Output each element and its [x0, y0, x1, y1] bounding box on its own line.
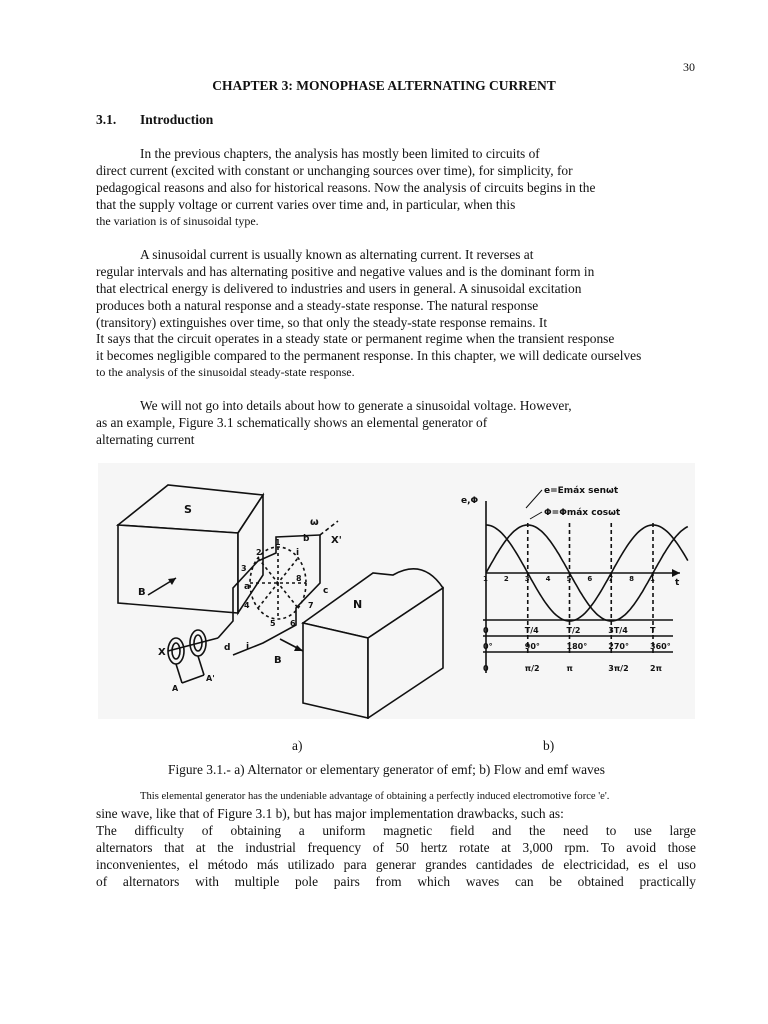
- n-pole-label: N: [353, 598, 363, 611]
- paragraph-2-line-5: (transitory) extinguishes over time, so that only the steady-state response remains. It: [96, 315, 548, 330]
- terminal-a-label: A: [172, 684, 179, 693]
- chapter-title: CHAPTER 3: MONOPHASE ALTERNATING CURRENT: [212, 78, 556, 93]
- coil-label-d: d: [224, 643, 231, 653]
- paragraph-4-line-1: sine wave, like that of Figure 3.1 b), but has major implementation drawbacks, such as:: [96, 806, 564, 821]
- paragraph-2-line-6: It says that the circuit operates in a steady state or permanent regime when the transient response: [96, 331, 615, 346]
- section-number: 3.1.: [96, 112, 117, 127]
- coil-label-a: a: [244, 582, 251, 592]
- paragraph-1-line-5: the variation is of sinusoidal type.: [96, 214, 259, 228]
- t-axis-label: t: [675, 578, 680, 588]
- paragraph-2-line-7: it becomes negligible compared to the permanent response. In this chapter, we will dedicate ourselves: [96, 348, 642, 363]
- wave-point-label-4: 5: [566, 575, 572, 583]
- time-tick-label-4: T: [650, 626, 656, 635]
- paragraph-3-line-1: We will not go into details about how to generate a sinusoidal voltage. However,: [140, 398, 572, 413]
- slip-rings: [168, 630, 206, 683]
- b-label-left: B: [138, 587, 146, 598]
- time-tick-label-3: 3T/4: [608, 626, 628, 635]
- time-tick-label-2: T/2: [566, 626, 581, 635]
- point-label-8: 8: [296, 574, 302, 583]
- coil-label-b: b: [303, 534, 310, 544]
- point-label-2: 2: [256, 548, 262, 557]
- degree-tick-labels: [483, 642, 671, 651]
- figure-label-a: a): [292, 738, 303, 753]
- radian-tick-labels: [483, 664, 662, 673]
- wave-point-label-1: 2: [503, 575, 509, 583]
- paragraph-4-line-4: inconvenientes, el método más utilizado para generar grandes cantidades de electricidad, es el uso: [96, 857, 696, 872]
- point-label-4: 4: [244, 601, 250, 610]
- degree-tick-label-0: 0°: [483, 642, 493, 651]
- point-label-5: 5: [270, 619, 276, 628]
- wave-point-label-2: 3: [524, 575, 530, 583]
- radian-tick-label-4: 2π: [650, 664, 662, 673]
- degree-tick-label-2: 180°: [566, 642, 588, 651]
- time-tick-labels: [483, 626, 656, 635]
- wave-point-label-6: 7: [608, 575, 614, 583]
- paragraph-2-line-2: regular intervals and has alternating positive and negative values and is the dominant form in: [96, 264, 595, 279]
- paragraph-2-line-8: to the analysis of the sinusoidal steady-state response.: [96, 365, 355, 379]
- coil-label-c: c: [323, 586, 329, 596]
- radian-tick-label-1: π/2: [524, 664, 540, 673]
- paragraph-4-line-5: of alternators with multiple pole pairs from which waves can be obtained practically: [96, 874, 696, 889]
- figure-caption: Figure 3.1.- a) Alternator or elementary generator of emf; b) Flow and emf waves: [168, 762, 605, 777]
- current-label-top: i: [296, 548, 300, 558]
- footnote-line: This elemental generator has the undeniable advantage of obtaining a perfectly induced electromotive force 'e'.: [140, 791, 610, 802]
- paragraph-2-line-1: A sinusoidal current is usually known as alternating current. It reverses at: [140, 247, 534, 262]
- degree-tick-label-3: 270°: [608, 642, 629, 651]
- current-label-bottom: i: [246, 642, 250, 652]
- paragraph-2-line-4: produces both a natural response and a steady-state response. The natural response: [96, 298, 539, 313]
- paragraph-1-line-2: direct current (excited with constant or unchanging sources over time), for simplicity, for: [96, 163, 573, 178]
- emf-legend: e=Emáx senωt: [544, 486, 619, 496]
- wave-point-label-0: 1: [483, 575, 488, 583]
- s-pole-label: S: [184, 503, 192, 516]
- wave-point-label-7: 8: [629, 575, 634, 583]
- paragraph-3-line-3: alternating current: [96, 432, 195, 447]
- point-label-3: 3: [241, 564, 247, 573]
- paragraph-1-line-4: that the supply voltage or current varies over time and, in particular, when this: [96, 197, 516, 212]
- paragraph-1-line-3: pedagogical reasons and also for historical reasons. Now the analysis of circuits begins in the: [96, 180, 596, 195]
- b-label-right: B: [274, 655, 282, 666]
- page-number: 30: [683, 60, 695, 74]
- radian-tick-label-0: 0: [483, 664, 489, 673]
- point-label-1: 1: [275, 538, 281, 547]
- wave-point-labels: [483, 575, 655, 583]
- section-title: Introduction: [140, 112, 214, 127]
- radian-tick-label-3: 3π/2: [608, 664, 629, 673]
- degree-tick-label-1: 90°: [524, 642, 540, 651]
- figure-label-b: b): [543, 738, 555, 753]
- radian-tick-label-2: π: [566, 664, 573, 673]
- x-label: X: [158, 647, 166, 658]
- time-tick-label-1: T/4: [524, 626, 539, 635]
- point-label-6: 6: [290, 619, 296, 628]
- omega-label: ω: [310, 517, 319, 528]
- x-prime-label: X': [331, 535, 342, 546]
- figure-3-1: [98, 463, 695, 719]
- point-label-7: 7: [308, 601, 314, 610]
- flux-legend: Φ=Φmáx cosωt: [544, 508, 621, 518]
- paragraph-2-line-3: that electrical energy is delivered to industries and users in general. A sinusoidal excitation: [96, 281, 582, 296]
- degree-tick-label-4: 360°: [650, 642, 671, 651]
- paragraph-4-line-3: alternators that at the industrial frequency of 50 hertz rotate at 3,000 rpm. To avoid those: [96, 840, 696, 855]
- paragraph-4-line-2: The difficulty of obtaining a uniform magnetic field and the need to use large: [96, 823, 696, 838]
- paragraph-1-line-1: In the previous chapters, the analysis has mostly been limited to circuits of: [140, 146, 540, 161]
- wave-point-label-5: 6: [587, 575, 593, 583]
- wave-point-label-3: 4: [545, 575, 551, 583]
- paragraph-3-line-2: as an example, Figure 3.1 schematically shows an elemental generator of: [96, 415, 488, 430]
- time-tick-label-0: 0: [483, 626, 489, 635]
- wave-y-axis-label: e,Φ: [461, 496, 479, 506]
- wave-point-label-8: 1: [650, 575, 655, 583]
- terminal-a-prime-label: A': [206, 674, 215, 683]
